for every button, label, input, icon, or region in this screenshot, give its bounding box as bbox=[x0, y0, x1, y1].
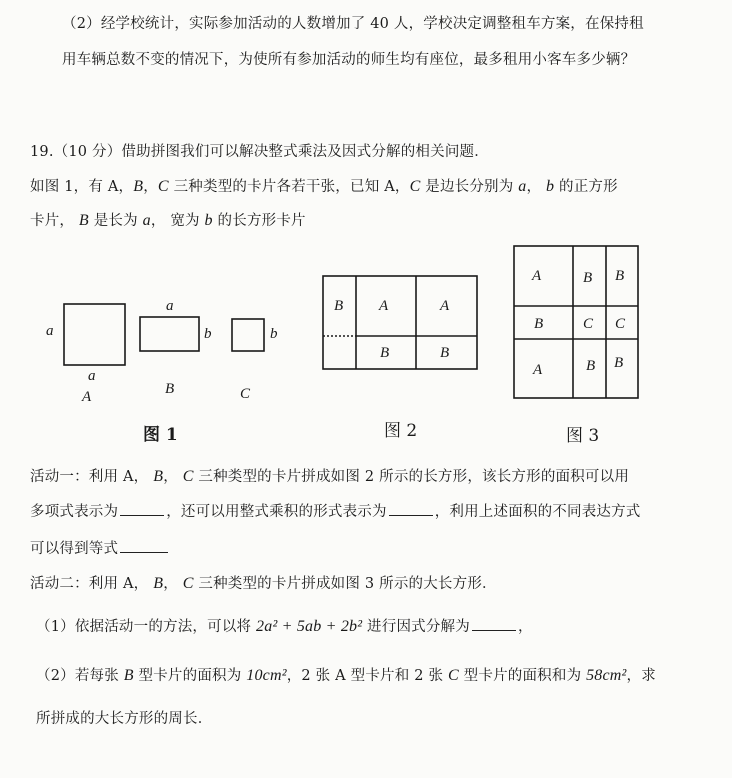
fig3-cell-2: B bbox=[583, 270, 593, 286]
fig3-cell-9: B bbox=[614, 355, 624, 371]
fig2-cell-1: B bbox=[334, 298, 344, 314]
rect-side-label: b bbox=[204, 326, 212, 342]
fig3-cell-4: B bbox=[534, 316, 544, 332]
q18-part2-line2: 用车辆总数不变的情况下，为使所有参加活动的师生均有座位，最多租用小客车多少辆？ bbox=[62, 52, 636, 68]
answer-blank-factorization[interactable] bbox=[472, 616, 516, 631]
answer-blank-equation[interactable] bbox=[120, 538, 168, 553]
fig3-cell-5: C bbox=[583, 316, 594, 332]
square-a-bottom-label: a bbox=[88, 368, 96, 384]
figure-3-caption: 图 3 bbox=[566, 426, 600, 446]
activity1-line2: 多项式表示为 ，还可以用整式乘积的形式表示为 ，利用上述面积的不同表达方式 bbox=[30, 500, 641, 521]
q19-intro-line1: 如图 1，有 A，B，C 三种类型的卡片各若干张，已知 A，C 是边长分别为 a， b 的正方形 bbox=[30, 178, 618, 195]
card-b-rectangle bbox=[140, 317, 199, 351]
card-c-square bbox=[232, 319, 264, 351]
card-a-square bbox=[64, 304, 125, 365]
answer-blank-polynomial[interactable] bbox=[120, 501, 164, 516]
activity2-line1: 活动二：利用 A， B， C 三种类型的卡片拼成如图 3 所示的大长方形． bbox=[30, 575, 497, 592]
figures-area bbox=[0, 240, 732, 460]
activity1-line3: 可以得到等式 bbox=[30, 537, 170, 558]
figure-1 bbox=[64, 304, 264, 365]
activity1-line1: 活动一：利用 A， B， C 三种类型的卡片拼成如图 2 所示的长方形，该长方形的面积可以用 bbox=[30, 468, 630, 485]
activity2-part2-line2: 所拼成的大长方形的周长． bbox=[36, 711, 213, 727]
fig3-cell-1: A bbox=[532, 268, 542, 284]
answer-blank-product[interactable] bbox=[389, 501, 433, 516]
figure-2-caption: 图 2 bbox=[384, 421, 418, 441]
figure-2 bbox=[323, 276, 477, 369]
factor-expression: 2a² + 5ab + 2b² bbox=[256, 618, 363, 635]
fig2-cell-4: B bbox=[380, 345, 390, 361]
q19-intro-line2: 卡片， B 是长为 a， 宽为 b 的长方形卡片 bbox=[30, 212, 306, 229]
fig3-cell-8: B bbox=[586, 358, 596, 374]
figure-3-labels bbox=[531, 268, 626, 378]
q18-part2-line1: （2）经学校统计，实际参加活动的人数增加了 40 人，学校决定调整租车方案，在保持租 bbox=[62, 16, 644, 32]
square-a-side-label: a bbox=[46, 323, 54, 339]
rect-top-label: a bbox=[166, 298, 174, 314]
card-c-label: C bbox=[240, 386, 251, 402]
card-a-label: A bbox=[82, 389, 92, 405]
fig3-cell-3: B bbox=[615, 268, 625, 284]
fig2-cell-2: A bbox=[379, 298, 389, 314]
figure-2-labels bbox=[334, 298, 450, 361]
figure-1-caption: 图 1 bbox=[143, 425, 178, 445]
activity2-part1: （1）依据活动一的方法，可以将 2a² + 5ab + 2b² 进行因式分解为 ， bbox=[36, 618, 533, 635]
fig3-cell-7: A bbox=[533, 362, 543, 378]
fig2-cell-5: B bbox=[440, 345, 450, 361]
fig2-cell-3: A bbox=[440, 298, 450, 314]
square-b-side-label: b bbox=[270, 326, 278, 342]
card-b-label: B bbox=[165, 381, 175, 397]
activity2-part2-line1: （2）若每张 B 型卡片的面积为 10cm²，2 张 A 型卡片和 2 张 C 型卡片的面积和为 58cm²，求 bbox=[36, 667, 656, 684]
fig3-cell-6: C bbox=[615, 316, 626, 332]
fig2-outer bbox=[323, 276, 477, 369]
q19-header: 19.（10 分）借助拼图我们可以解决整式乘法及因式分解的相关问题． bbox=[30, 144, 489, 160]
